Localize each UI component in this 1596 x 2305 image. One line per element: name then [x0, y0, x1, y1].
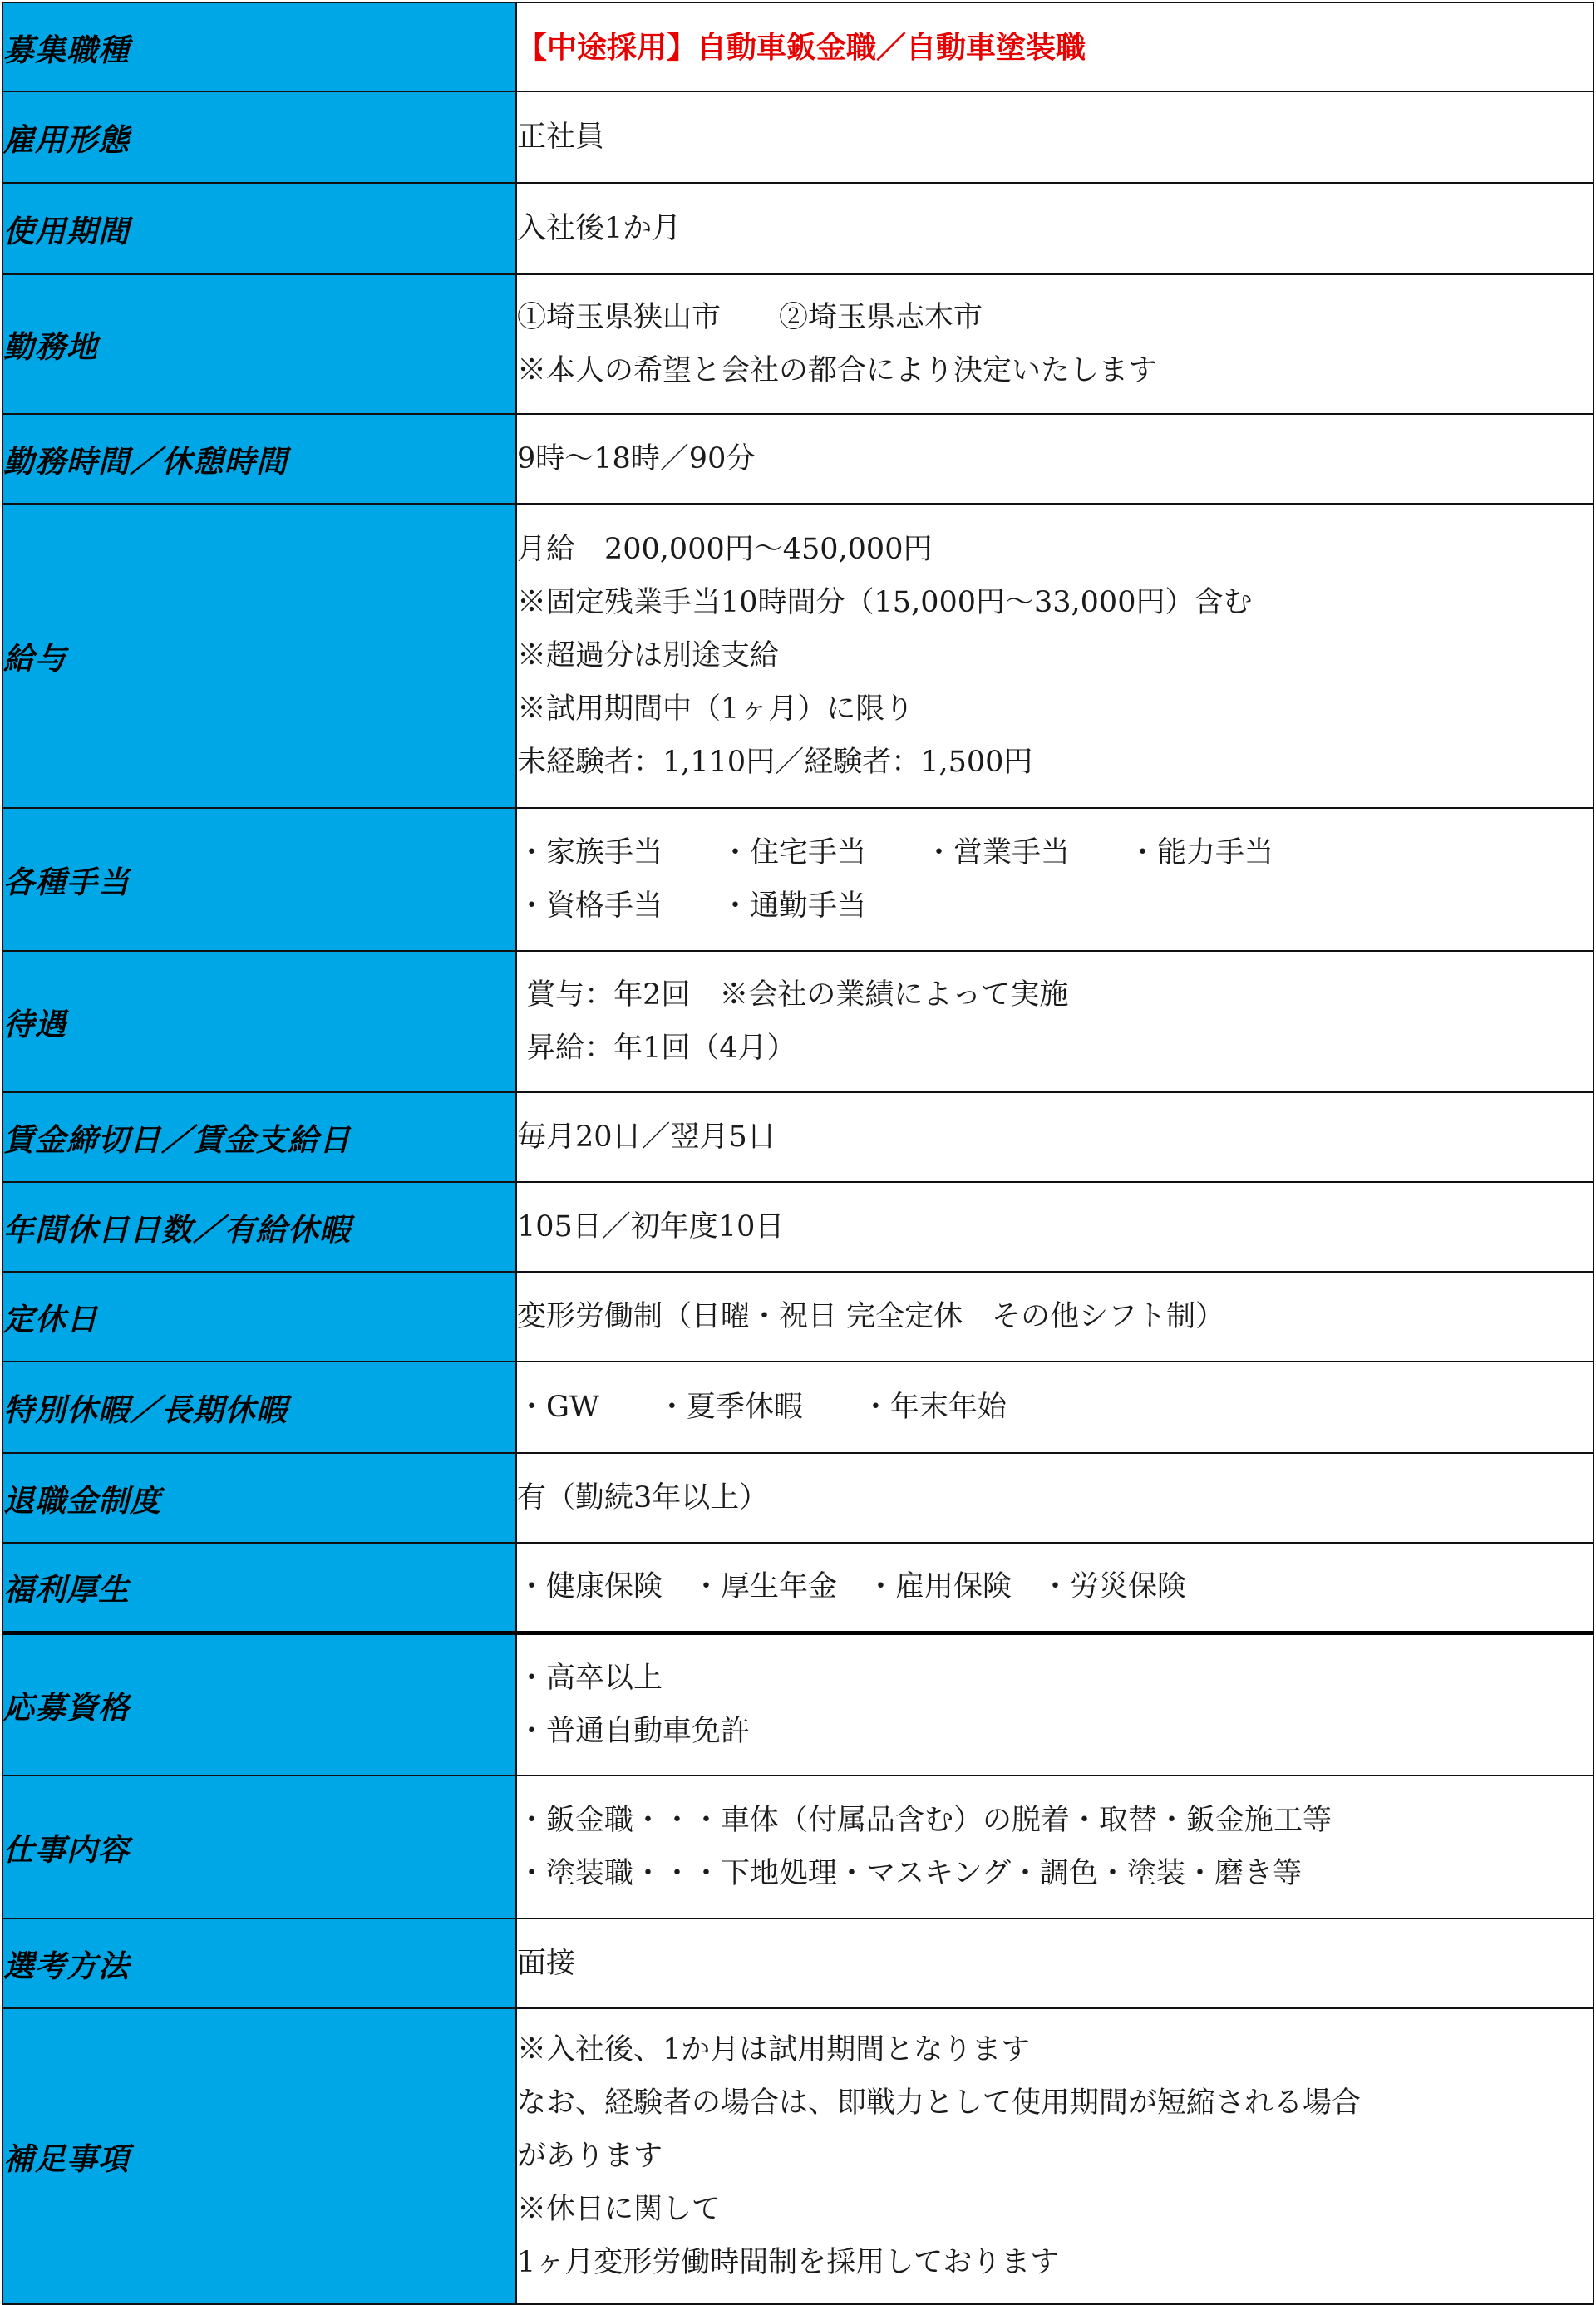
table-row-pay-dates	[2, 1092, 1594, 1182]
value-line: ・普通自動車免許	[517, 1714, 751, 1748]
row-label: 選考方法	[2, 1918, 516, 2008]
value-line: 未経験者：1,110円／経験者：1,500円	[517, 746, 1033, 779]
value-line: 面接	[517, 1947, 576, 1980]
row-value	[516, 504, 1594, 808]
row-value	[516, 274, 1594, 414]
row-label: 定休日	[2, 1272, 516, 1362]
table-row-retirement	[2, 1453, 1594, 1543]
table-row-special-leave	[2, 1362, 1594, 1453]
value-line: ※固定残業手当10時間分（15,000円～33,000円）含む	[517, 586, 1253, 619]
value-line: ・GW ・夏季休暇 ・年末年始	[517, 1391, 1007, 1424]
row-value	[516, 951, 1594, 1092]
row-value	[516, 1543, 1594, 1633]
row-label: 募集職種	[2, 2, 516, 91]
value-line: ※超過分は別途支給	[517, 639, 780, 672]
value-line: 賞与：年2回 ※会社の業績によって実施	[517, 978, 1069, 1012]
value-line: があります	[517, 2140, 663, 2173]
value-line: 【中途採用】自動車鈑金職／自動車塗装職	[517, 29, 1086, 65]
row-label: 勤務地	[2, 274, 516, 414]
table-row-welfare	[2, 1543, 1594, 1633]
row-value	[516, 414, 1594, 504]
table-row-holidays	[2, 1182, 1594, 1272]
row-label: 仕事内容	[2, 1776, 516, 1918]
value-line: ※入社後、1か月は試用期間となります	[517, 2033, 1031, 2066]
row-value	[516, 808, 1594, 951]
row-value	[516, 1362, 1594, 1453]
row-label: 特別休暇／長期休暇	[2, 1362, 516, 1453]
value-line: 変形労働制（日曜・祝日 完全定休 その他シフト制）	[517, 1300, 1225, 1333]
value-line: 月給 200,000円～450,000円	[517, 533, 933, 566]
value-line: なお、経験者の場合は、即戦力として使用期間が短縮される場合	[517, 2086, 1362, 2120]
row-label: 賃金締切日／賃金支給日	[2, 1092, 516, 1182]
row-label: 雇用形態	[2, 91, 516, 183]
table-row-job-description	[2, 1776, 1594, 1918]
row-value	[516, 1272, 1594, 1362]
value-line: ・塗装職・・・下地処理・マスキング・調色・塗装・磨き等	[517, 1857, 1302, 1890]
row-value	[516, 2008, 1594, 2304]
value-line: ・資格手当 ・通勤手当	[517, 889, 867, 923]
row-value	[516, 1776, 1594, 1918]
table-row-trial-period	[2, 183, 1594, 274]
row-label: 応募資格	[2, 1633, 516, 1776]
value-line: 正社員	[517, 121, 605, 154]
row-label: 各種手当	[2, 808, 516, 951]
value-line: ・高卒以上	[517, 1661, 663, 1695]
value-line: ・健康保険 ・厚生年金 ・雇用保険 ・労災保険	[517, 1570, 1187, 1604]
value-line: ※本人の希望と会社の都合により決定いたします	[517, 354, 1158, 387]
value-line: ・家族手当 ・住宅手当 ・営業手当 ・能力手当	[517, 836, 1274, 869]
row-label: 補足事項	[2, 2008, 516, 2304]
table-row-salary	[2, 504, 1594, 808]
table-row-regular-holidays	[2, 1272, 1594, 1362]
row-value	[516, 1453, 1594, 1543]
row-label: 勤務時間／休憩時間	[2, 414, 516, 504]
table-row-qualifications	[2, 1633, 1594, 1776]
value-line: 毎月20日／翌月5日	[517, 1120, 776, 1154]
value-line: 入社後1か月	[517, 212, 682, 245]
value-line: ※休日に関して	[517, 2193, 722, 2226]
value-line: 昇給：年1回（4月）	[517, 1032, 796, 1065]
row-value	[516, 91, 1594, 183]
value-line: 1ヶ月変形労働時間制を採用しております	[517, 2246, 1060, 2279]
row-value	[516, 1633, 1594, 1776]
table-row-work-location	[2, 274, 1594, 414]
value-line: ・鈑金職・・・車体（付属品含む）の脱着・取替・鈑金施工等	[517, 1804, 1332, 1837]
row-value	[516, 1092, 1594, 1182]
row-value	[516, 2, 1594, 91]
value-line: 105日／初年度10日	[517, 1210, 785, 1244]
value-line: 9時～18時／90分	[517, 442, 756, 475]
row-value	[516, 183, 1594, 274]
value-line: ※試用期間中（1ヶ月）に限り	[517, 692, 914, 726]
table-row-selection-method	[2, 1918, 1594, 2008]
table-row-allowances	[2, 808, 1594, 951]
table-row-employment-type	[2, 91, 1594, 183]
row-value	[516, 1918, 1594, 2008]
row-label: 年間休日日数／有給休暇	[2, 1182, 516, 1272]
value-line: 有（勤続3年以上）	[517, 1481, 769, 1515]
row-value	[516, 1182, 1594, 1272]
table-row-notes	[2, 2008, 1594, 2304]
row-label: 待遇	[2, 951, 516, 1092]
table-row-benefits	[2, 951, 1594, 1092]
job-details-table	[2, 2, 1594, 2305]
value-line: ①埼玉県狭山市 ②埼玉県志木市	[517, 301, 983, 334]
table-row-work-hours	[2, 414, 1594, 504]
row-label: 使用期間	[2, 183, 516, 274]
job-details-rows	[2, 2, 1594, 2304]
row-label: 福利厚生	[2, 1543, 516, 1633]
table-row-job-type	[2, 2, 1594, 91]
row-label: 退職金制度	[2, 1453, 516, 1543]
row-label: 給与	[2, 504, 516, 808]
